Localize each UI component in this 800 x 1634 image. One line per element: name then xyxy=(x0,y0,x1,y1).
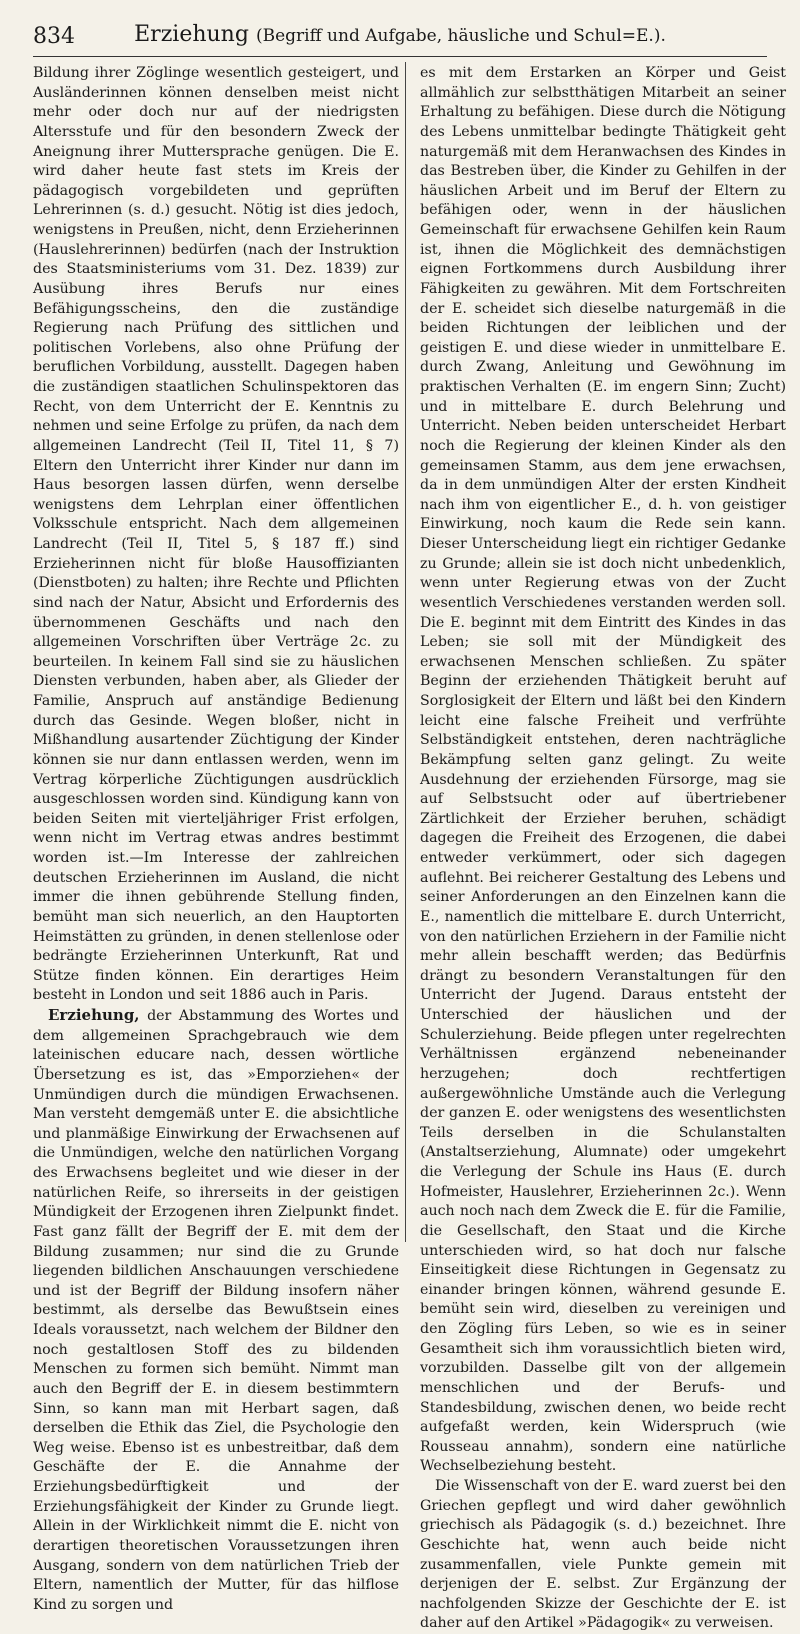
paragraph: Die Wissenschaft von der E. ward zuerst bei den Griechen gepflegt und wird daher gewöhnlich griechisch als Pädagogik (s. d.) bezeichnet. Ihre Geschichte hat, wenn auch beide nicht zusammenfallen, viele Punkte gemein mit derjenigen der E. selbst. Zur Ergänzung der nachfolgenden Skizze der Geschichte der E. ist daher auf den Artikel »Pädagogik« zu verweisen. xyxy=(420,1478,786,1632)
running-title xyxy=(33,22,767,47)
article-text: der Abstammung des Wortes und dem allgemeinen Sprachgebrauch wie dem lateinischen educare nach, dessen wörtliche Übersetzung es ist, das »Emporziehen« der Unmündigen durch die mündigen Erwachsenen. Man versteht demgemäß unter E. die absichtliche und planmäßige Einwirkung der Erwachsenen auf die Unmündigen, welche den natürlichen Vorgang des Erwachsens begleitet und wie dieser in der natürlichen Reife, so ihrerseits in der geistigen Mündigkeit der Erzogenen ihren Zielpunkt findet. Fast ganz fällt der Begriff der E. mit dem der Bildung zusammen; nur sind die zu Grunde liegenden bildlichen Anschauungen verschiedene und ist der Begriff der Bildung insofern näher bestimmt, als derselbe das Bewußtsein eines Ideals voraussetzt, nach welchem der Bildner den noch gestaltlosen Stoff des zu bildenden Menschen zu formen sich bemüht. Nimmt man auch den Begriff der E. in diesem bestimmtern Sinn, so kann man mit Herbart sagen, daß derselben die Ethik das Ziel, die Psychologie den Weg weise. Ebenso ist es unbestreitbar, daß dem Geschäfte der E. die Annahme der Erziehungsbedürftigkeit und der Erziehungsfähigkeit der Kinder zu Grunde liegt. Allein in der Wirklichkeit nimmt die E. nicht von derartigen theoretischen Voraussetzungen ihren Ausgang, sondern von dem natürlichen Trieb der Eltern, namentlich der Mutter, für das hilflose Kind zu sorgen und xyxy=(33,1008,399,1613)
page-header xyxy=(33,16,767,57)
page-number: 834 xyxy=(33,24,75,49)
column-divider xyxy=(405,62,406,1242)
running-title-main: Erziehung xyxy=(134,22,249,47)
article-headword: Erziehung, xyxy=(48,1006,140,1024)
paragraph: Bildung ihrer Zöglinge wesentlich gesteigert, und Ausländerinnen können denselben meist nicht mehr oder doch nur auf der niedrigsten Altersstufe und für den besondern Zweck der Aneignung ihrer Muttersprache genügen. Die E. wird daher heute fast stets im Kreis der pädagogisch vorgebildeten und geprüften Lehrerinnen (s. d.) gesucht. Nötig ist dies jedoch, wenigstens in Preußen, nicht, denn Erzieherinnen (Hauslehrerinnen) bedürfen (nach der Instruktion des Staatsministeriums vom 31. Dez. 1839) zur Ausübung ihres Berufs nur eines Befähigungsscheins, den die zuständige Regierung nach Prüfung des sittlichen und politischen Vorlebens, also ohne Prüfung der beruflichen Vorbildung, ausstellt. Dagegen haben die zuständigen staatlichen Schulinspektoren das Recht, von dem Unterricht der E. Kenntnis zu nehmen und seine Erfolge zu prüfen, da nach dem allgemeinen Landrecht (Teil II, Titel 11, § 7) Eltern den Unterricht ihrer Kinder nur dann im Haus besorgen lassen dürfen, wenn derselbe wenigstens dem Lehrplan einer öffentlichen Volksschule entspricht. Nach dem allgemeinen Landrecht (Teil II, Titel 5, § 187 ff.) sind Erzieherinnen nicht für bloße Hausoffizianten (Dienstboten) zu halten; ihre Rechte und Pflichten sind nach der Natur, Absicht und Erfordernis des übernommenen Geschäfts und nach den allgemeinen Vorschriften über Verträge 2c. zu beurteilen. In keinem Fall sind sie zu häuslichen Diensten verbunden, haben aber, als Glieder der Familie, Anspruch auf anständige Bedienung durch das Gesinde. Wegen bloßer, nicht in Mißhandlung ausartender Züchtigung der Kinder können sie nur dann entlassen werden, wenn im Vertrag körperliche Züchtigungen ausdrücklich ausgeschlossen worden sind. Kündigung kann von beiden Seiten mit vierteljähriger Frist erfolgen, wenn nicht im Vertrag etwas andres bestimmt worden ist.—Im Interesse der zahlreichen deutschen Erzieherinnen im Ausland, die nicht immer die ihnen gebührende Stellung finden, bemüht man sich neuerlich, an den Hauptorten Heimstätten zu gründen, in denen stellenlose oder bedrängte Erzieherinnen Unterkunft, Rat und Stütze finden können. Ein derartiges Heim besteht in London und seit 1886 auch in Paris. xyxy=(33,65,399,1004)
left-column xyxy=(33,64,399,1615)
running-title-subtitle: (Begriff und Aufgabe, häusliche und Schul=E.). xyxy=(255,26,666,46)
article-paragraph xyxy=(33,1006,399,1615)
right-column xyxy=(420,64,786,1634)
paragraph: es mit dem Erstarken an Körper und Geist allmählich zur selbstthätigen Mitarbeit an seiner Erhaltung zu befähigen. Diese durch die Nötigung des Lebens unmittelbar bedingte Thätigkeit geht naturgemäß mit dem Heranwachsen des Kindes in das Bestreben über, die Kinder zu Gehilfen in der häuslichen Arbeit und im Beruf der Eltern zu befähigen oder, wenn in der häuslichen Gemeinschaft für erwachsene Gehilfen kein Raum ist, ihnen die Möglichkeit des demnächstigen eignen Fortkommens durch Ausbildung ihrer Fähigkeiten zu gewähren. Mit dem Fortschreiten der E. scheidet sich dieselbe naturgemäß in die beiden Richtungen der leiblichen und der geistigen E. und diese wieder in unmittelbare E. durch Zwang, Anleitung und Gewöhnung im praktischen Verhalten (E. im engern Sinn; Zucht) und in mittelbare E. durch Belehrung und Unterricht. Neben beiden unterscheidet Herbart noch die Regierung der kleinen Kinder als den gemeinsamen Stamm, aus dem jene erwachsen, da in dem unmündigen Alter der ersten Kindheit nach ihm von eigentlicher E., d. h. von geistiger Einwirkung, noch kaum die Rede sein kann. Dieser Unterscheidung liegt ein richtiger Gedanke zu Grunde; allein sie ist doch nicht unbedenklich, wenn unter Regierung etwas von der Zucht wesentlich Verschiedenes verstanden werden soll. Die E. beginnt mit dem Eintritt des Kindes in das Leben; sie soll mit der Mündigkeit des erwachsenen Menschen schließen. Zu später Beginn der erziehenden Thätigkeit beruht auf Sorglosigkeit der Eltern und läßt bei den Kindern leicht eine falsche Freiheit und verfrühte Selbständigkeit entstehen, deren nachträgliche Bekämpfung selten ganz gelingt. Zu weite Ausdehnung der erziehenden Fürsorge, mag sie auf Selbstsucht oder auf übertriebener Zärtlichkeit der Erzieher beruhen, schädigt dagegen die Freiheit des Erzogenen, die dabei entweder verkümmert, oder sich dagegen auflehnt. Bei reicherer Gestaltung des Lebens und seiner Anforderungen an den Einzelnen kann die E., namentlich die mittelbare E. durch Unterricht, von den natürlichen Erziehern in der Familie nicht mehr allein beschafft werden; das Bedürfnis drängt zu besondern Veranstaltungen für den Unterricht der Jugend. Daraus entsteht der Unterschied der häuslichen und der Schulerziehung. Beide pflegen unter regelrechten Verhältnissen ergänzend nebeneinander herzugehen; doch rechtfertigen außergewöhnliche Umstände auch die Verlegung der ganzen E. oder wenigstens des wesentlichsten Teils derselben in die Schulanstalten (Anstaltserziehung, Alumnate) oder umgekehrt die Verlegung der Schule ins Haus (E. durch Hofmeister, Hauslehrer, Erzieherinnen 2c.). Wenn auch noch nach dem Zweck die E. für die Familie, die Gesellschaft, den Staat und die Kirche unterschieden wird, so hat doch nur falsche Einseitigkeit diese Richtungen in Gegensatz zu einander bringen können, während gesunde E. bemüht sein wird, dieselben zu vereinigen und den Zögling fürs Leben, so wie es in seiner Gesamtheit sich ihm voraussichtlich bieten wird, vorzubilden. Dasselbe gilt von der allgemein menschlichen und der Berufs- und Standesbildung, zwischen denen, wo beide recht aufgefaßt werden, kein Widerspruch (wie Rousseau annahm), sondern eine natürliche Wechselbeziehung besteht. xyxy=(420,65,786,1475)
